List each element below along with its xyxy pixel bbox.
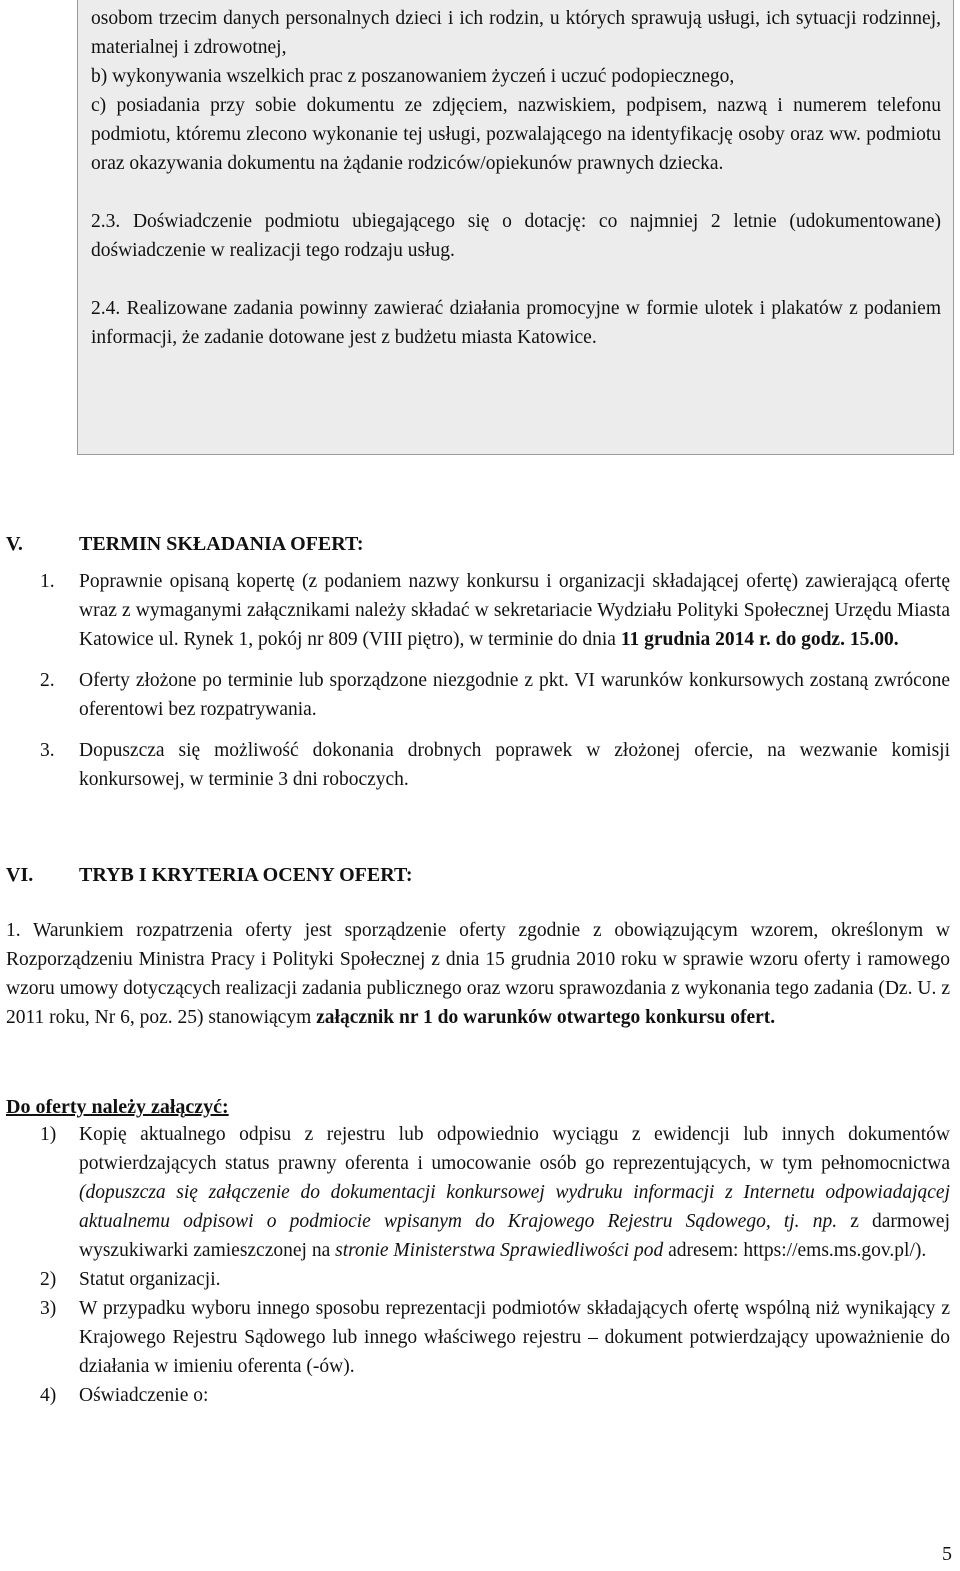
section-6-bold: załącznik nr 1 do warunków otwartego konkursu ofert: [316, 1007, 771, 1028]
requirements-box: [77, 0, 954, 455]
section-6-title: TRYB I KRYTERIA OCENY OFERT:: [79, 864, 413, 886]
section-6-heading: [6, 861, 413, 889]
attachment-item-3: [40, 1294, 950, 1381]
attachments-list: [40, 1120, 950, 1410]
deadline-bold: 11 grudnia 2014 r. do godz. 15.00.: [620, 629, 899, 650]
item-italic: (dopuszcza się załączenie do dokumentacji konkursowej wydruku informacji z Internetu odpowiadającej aktualnemu odpisowi o podmiocie wpisanym do Krajowego Rejestru Sądowego, tj. np.: [79, 1182, 950, 1232]
item-text: Oferty złożone po terminie lub sporządzone niezgodnie z pkt. VI warunków konkursowych zostaną zwrócone oferentowi bez rozpatrywania.: [79, 670, 950, 720]
page-number: 5: [942, 1543, 952, 1565]
item-number: 2.: [40, 670, 55, 691]
section-5-list: [40, 567, 950, 794]
item-number: 4): [40, 1385, 57, 1406]
attachment-item-2: [40, 1265, 950, 1294]
item-italic-b: stronie Ministerstwa Sprawiedliwości pod: [335, 1240, 664, 1261]
attachment-item-1: [40, 1120, 950, 1265]
section-5-heading: [6, 530, 364, 558]
section-5-item-2: [40, 666, 950, 724]
section-5-item-3: [40, 736, 950, 794]
attachments-heading: Do oferty należy załączyć:: [6, 1096, 229, 1118]
box-paragraph-2: b) wykonywania wszelkich prac z poszanowaniem życzeń i uczuć podopiecznego,: [91, 66, 735, 87]
attachment-item-4: [40, 1381, 950, 1410]
box-paragraph-1: osobom trzecim danych personalnych dzieci i ich rodzin, u których sprawują usługi, ich sytuacji rodzinnej, materialnej i zdrowotnej,: [91, 8, 941, 58]
item-number: 3): [40, 1298, 57, 1319]
section-6-end: .: [770, 1007, 776, 1028]
section-5-number: V.: [6, 533, 23, 555]
section-6-text: 1. Warunkiem rozpatrzenia oferty jest sporządzenie oferty zgodnie z obowiązującym wzorem, określonym w Rozporządzeniu Ministra Pracy i Polityki Społecznej z dnia 15 grudnia 2010 roku w sprawie wzoru oferty i ramowego wzoru umowy dotyczących realizacji zadania publicznego oraz wzoru sprawozdania z wykonania tego zadania (Dz. U. z 2011 roku, Nr 6, poz. 25) stanowiącym: [6, 920, 950, 1028]
item-text: Kopię aktualnego odpisu z rejestru lub odpowiednio wyciągu z ewidencji lub innych dokumentów potwierdzających status prawny oferenta i umocowanie osób go reprezentujących, w tym pełnomocnictwa: [79, 1124, 950, 1174]
item-text: Dopuszcza się możliwość dokonania drobnych poprawek w złożonej ofercie, na wezwanie komisji konkursowej, w terminie 3 dni roboczych.: [79, 740, 950, 790]
item-number: 1.: [40, 571, 55, 592]
item-text: Oświadczenie o:: [79, 1385, 209, 1406]
item-text: Statut organizacji.: [79, 1269, 221, 1290]
section-5-item-1: [40, 567, 950, 654]
item-number: 2): [40, 1269, 57, 1290]
item-number: 1): [40, 1124, 57, 1145]
item-text-c: adresem: https://ems.ms.gov.pl/).: [663, 1240, 927, 1261]
box-paragraph-5: 2.4. Realizowane zadania powinny zawierać działania promocyjne w formie ulotek i plakatów z podaniem informacji, że zadanie dotowane jest z budżetu miasta Katowice.: [91, 298, 941, 348]
item-text: Poprawnie opisaną kopertę (z podaniem nazwy konkursu i organizacji składającej ofertę) zawierającą ofertę wraz z wymaganymi załącznikami należy składać w sekretariacie Wydziału Polityki Społecznej Urzędu Miasta Katowice ul. Rynek 1, pokój nr 809 (VIII piętro), w terminie do dnia: [79, 571, 950, 650]
section-6-body: [6, 916, 950, 1032]
box-paragraph-4: 2.3. Doświadczenie podmiotu ubiegającego się o dotację: co najmniej 2 letnie (udokumentowane) doświadczenie w realizacji tego rodzaju usług.: [91, 211, 941, 261]
section-6-number: VI.: [6, 864, 34, 886]
item-text: W przypadku wyboru innego sposobu reprezentacji podmiotów składających ofertę wspólną niż wynikający z Krajowego Rejestru Sądowego lub innego właściwego rejestru – dokument potwierdzający upoważnienie do działania w imieniu oferenta (-ów).: [79, 1298, 950, 1377]
item-text-b: z darmowej wyszukiwarki zamieszczonej na: [79, 1211, 950, 1261]
section-5-title: TERMIN SKŁADANIA OFERT:: [79, 533, 364, 555]
box-paragraph-3: c) posiadania przy sobie dokumentu ze zdjęciem, nazwiskiem, podpisem, nazwą i numerem telefonu podmiotu, któremu zlecono wykonanie tej usługi, pozwalającego na identyfikację osoby oraz ww. podmiotu oraz okazywania dokumentu na żądanie rodziców/opiekunów prawnych dziecka.: [91, 95, 941, 174]
item-number: 3.: [40, 740, 55, 761]
